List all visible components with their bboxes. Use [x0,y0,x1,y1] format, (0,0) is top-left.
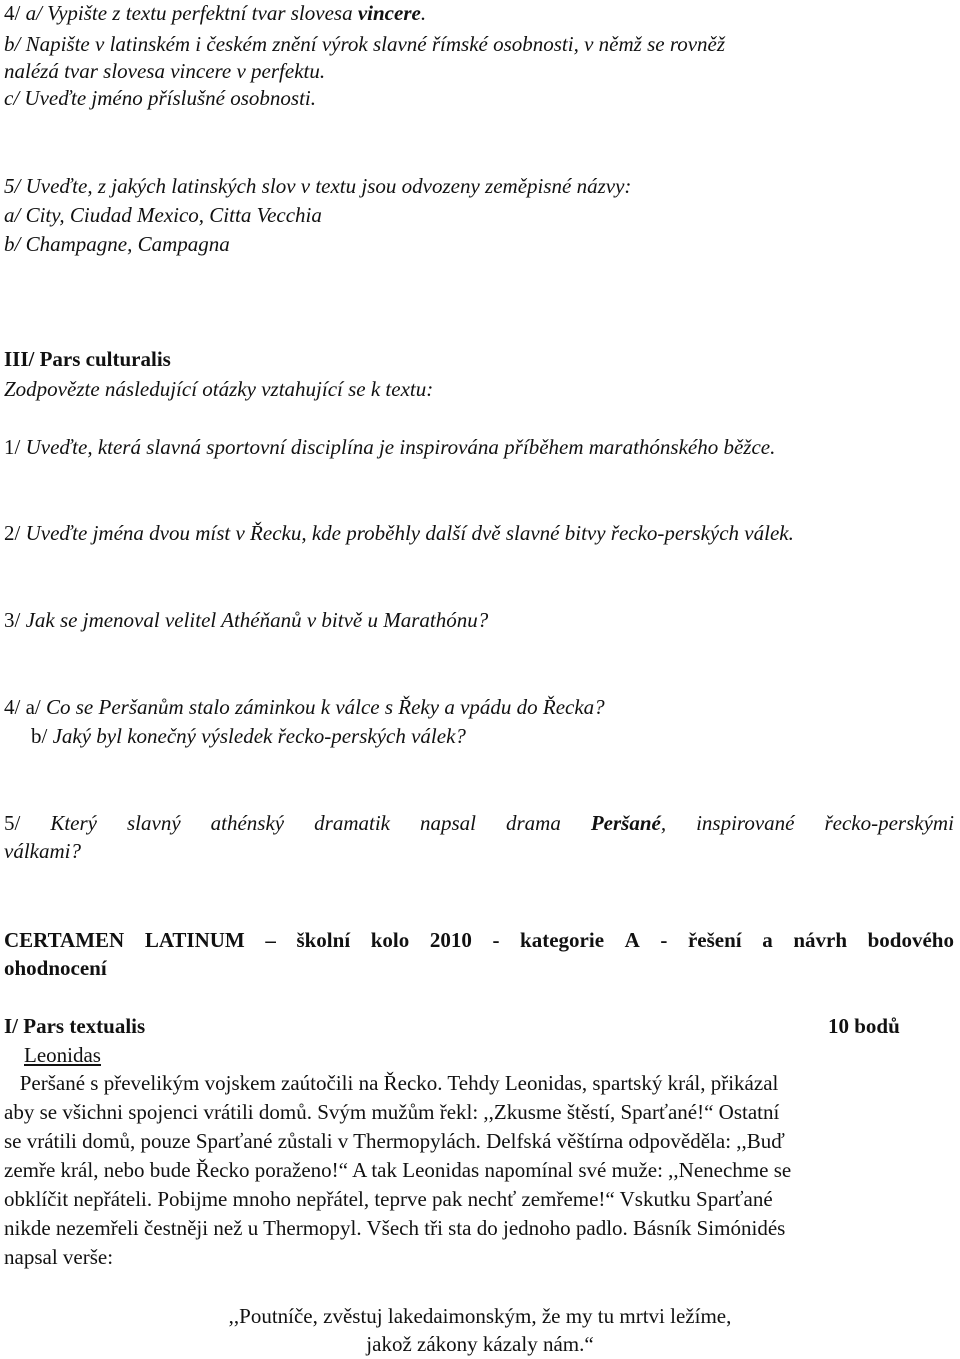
culturalis-instruction: Zodpovězte následující otázky vztahující se k textu: [4,377,434,401]
q2-number: 2/ [4,521,26,545]
q4-a-bold: vincere [357,1,421,25]
verse-line-1: ,,Poutníče, zvěstuj lakedaimonským, že my tu mrtvi ležíme, [228,1304,732,1328]
title-word: CERTAMEN [4,928,125,952]
title-word: školní [296,928,351,952]
culturalis-q5-line2: válkami? [4,839,81,863]
section-heading: I/ Pars textualis [4,1014,146,1038]
q4b-text: Jaký byl konečný výsledek řecko-perských válek? [52,724,466,748]
title-word: - [492,928,500,952]
q4-c: c/ Uveďte jméno příslušné osobnosti. [4,86,316,110]
q4-a-end: . [420,1,427,25]
text-line: aby se všichni spojenci vrátili domů. Svým mužům řekl: ,,Zkusme štěstí, Sparťané!“ Ostatní [4,1100,780,1124]
culturalis-q4a [4,694,605,721]
q5-word: dramatik [314,811,390,835]
title-word: řešení [687,928,742,952]
q5-b: b/ Champagne, Campagna [4,232,230,256]
title-word: – [265,928,276,952]
title-word: - [660,928,668,952]
q4-b-line2: nalézá tvar slovesa vincere v perfektu. [4,59,326,83]
q5-bold-title: Peršané [590,811,661,835]
text-line: zemře král, nebo bude Řecko poraženo!“ A tak Leonidas napomínal své muže: ,,Nenechme se [4,1158,792,1182]
q4-number: 4/ [4,1,26,25]
q3-text: Jak se jmenoval velitel Athéňanů v bitvě u Marathónu? [25,608,489,632]
title-word: bodového [867,928,954,952]
title-word: kategorie [520,928,605,952]
q3-number: 3/ [4,608,26,632]
culturalis-q4b [31,723,466,750]
text-line-content: Peršané s převelikým vojskem zaútočili na Řecko. Tehdy Leonidas, spartský král, přikázal [4,1071,779,1095]
q5-intro: 5/ Uveďte, z jakých latinských slov v textu jsou odvozeny zeměpisné názvy: [4,174,632,198]
title-word: kolo [370,928,410,952]
q4-a-text: a/ Vypište z textu perfektní tvar slovesa [25,1,358,25]
text-line: nikde nezemřeli čestněji než u Thermopyl. Všech tři sta do jednoho padlo. Básník Simónidés [4,1216,786,1240]
solution-title-line2: ohodnocení [4,956,107,980]
q5-word: napsal [419,811,476,835]
q4a-number: 4/ a/ [4,695,46,719]
text-line: obklíčit nepřáteli. Pobijme mnoho nepřátel, teprve pak nechť zemřeme!“ Vskutku Sparťané [4,1187,773,1211]
q1-text: Uveďte, která slavná sportovní disciplína je inspirována příběhem marathónského běžce. [25,435,776,459]
q5-comma: , [660,811,667,835]
title-word: A [624,928,640,952]
culturalis-q2 [4,520,794,547]
q5-word: drama [505,811,561,835]
q5-number: 5/ [4,811,21,835]
q1-number: 1/ [4,435,26,459]
culturalis-q3 [4,607,488,634]
q5-word: řecko-perskými [824,811,954,835]
q4b-number: b/ [31,724,53,748]
q5-a: a/ City, Ciudad Mexico, Citta Vecchia [4,203,322,227]
q5-word: inspirované [696,811,795,835]
verse-line-2: jakož zákony kázaly nám.“ [366,1332,594,1356]
text-line: se vrátili domů, pouze Sparťané zůstali v Thermopylách. Delfská věštírna odpověděla: ,,Buď [4,1129,785,1153]
q2-text: Uveďte jména dvou míst v Řecku, kde proběhly další dvě slavné bitvy řecko-perských válek. [25,521,794,545]
title-word: 2010 [429,928,472,952]
text-line-last: napsal verše: [4,1245,114,1269]
section-points: 10 bodů [828,1014,900,1038]
q4-b-line1: b/ Napište v latinském i českém znění výrok slavné římské osobnosti, v němž se rovněž [4,32,726,56]
q5-word: athénský [210,811,285,835]
culturalis-heading: III/ Pars culturalis [4,347,171,371]
title-word: a [762,928,773,952]
text-line [4,1070,954,1097]
culturalis-q1 [4,434,775,461]
title-word: návrh [793,928,848,952]
culturalis-q5-line1 [4,810,954,837]
q5-word: Který [50,811,97,835]
title-word: LATINUM [144,928,245,952]
solution-title-line1 [4,927,954,954]
q5-word: slavný [127,811,181,835]
text-title: Leonidas [24,1043,101,1067]
q4a-text: Co se Peršanům stalo záminkou k válce s Řeky a vpádu do Řecka? [46,695,605,719]
q4-a [4,0,426,27]
